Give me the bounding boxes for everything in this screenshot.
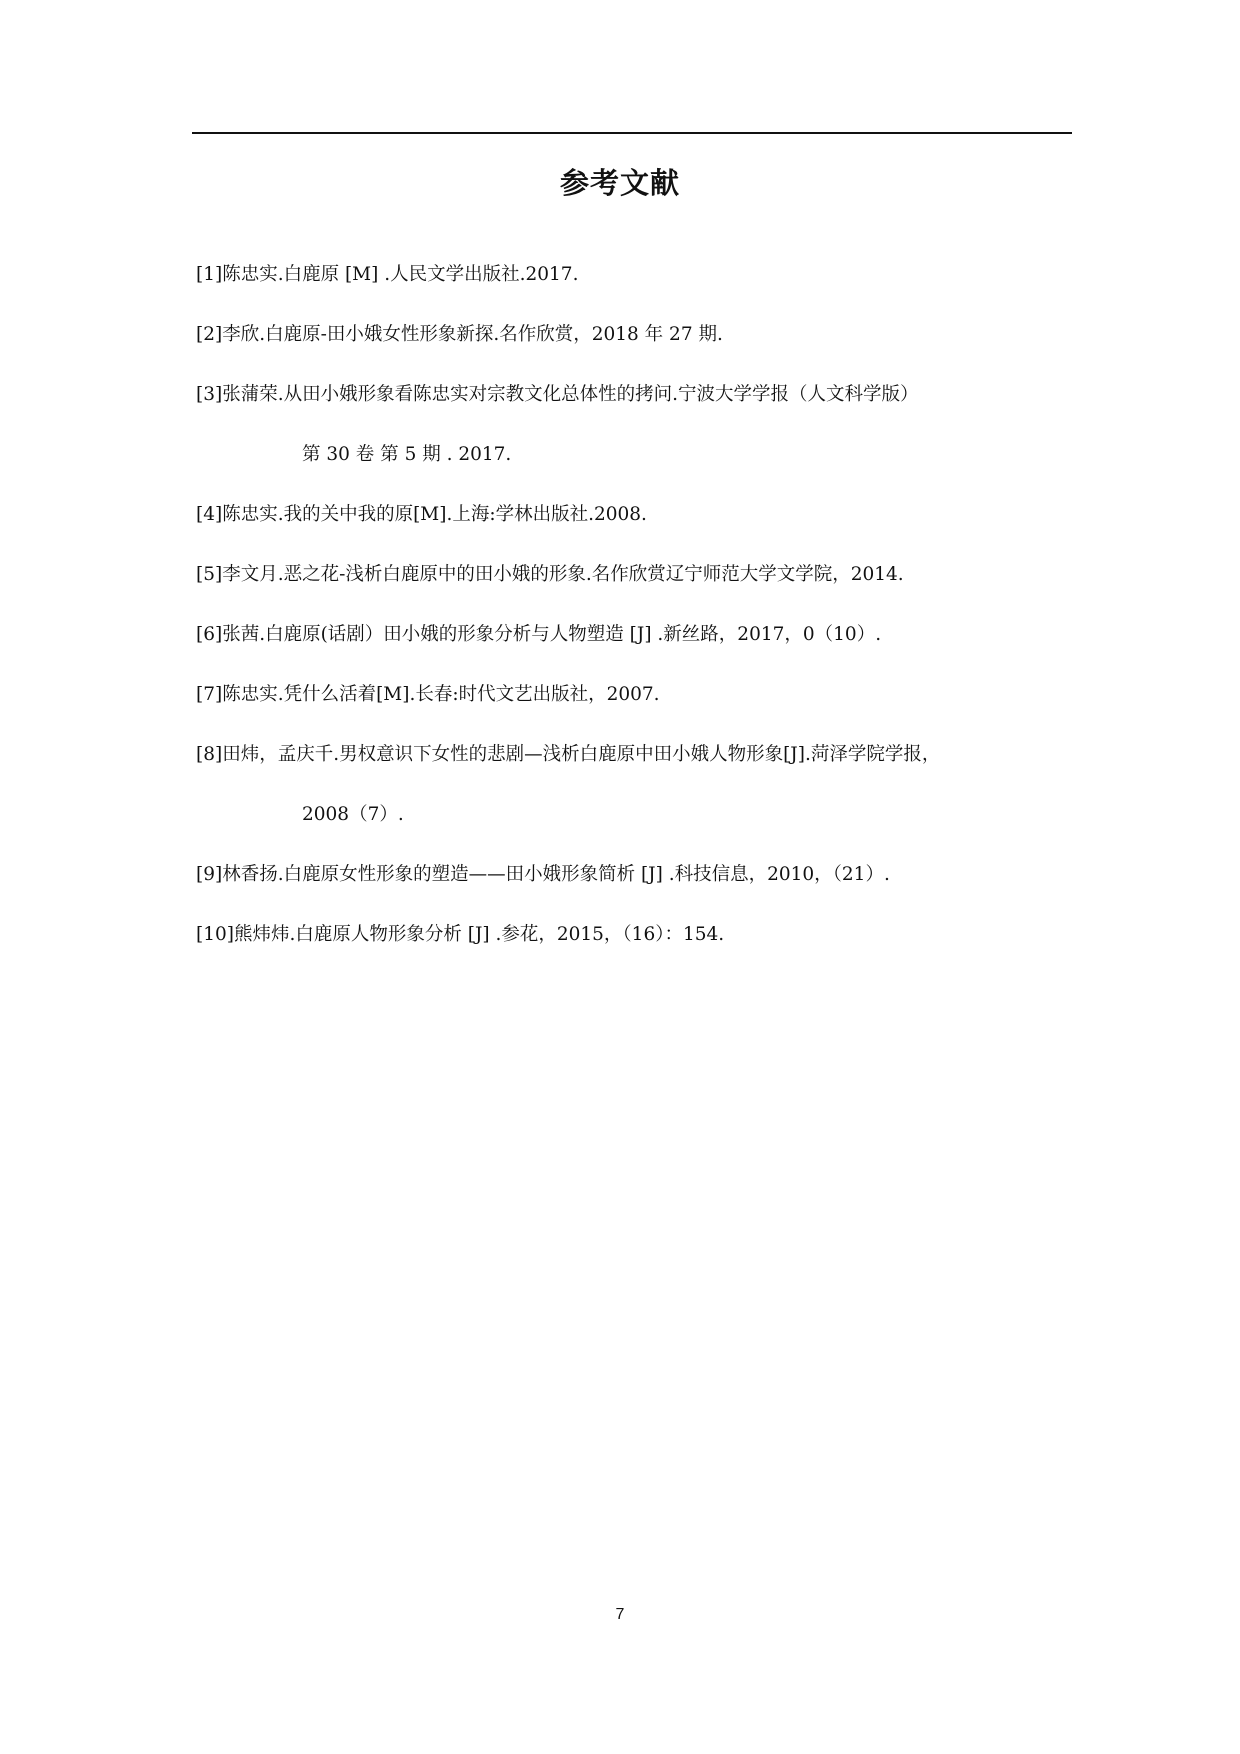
reference-text: [5]李文月.恶之花-浅析白鹿原中的田小娥的形象.名作欣赏辽宁师范大学文学院，2014.: [196, 564, 904, 585]
reference-item: [196, 500, 1076, 530]
reference-continuation: 第 30 卷 第 5 期 . 2017.: [302, 444, 512, 465]
reference-item: [196, 560, 1076, 590]
reference-item: [196, 860, 1076, 890]
reference-text: [6]张茜.白鹿原(话剧）田小娥的形象分析与人物塑造 [J] .新丝路，2017，0（10）.: [196, 624, 882, 645]
page-title: 参考文献: [559, 166, 680, 200]
page-number: 7: [615, 1606, 625, 1623]
reference-item: [196, 740, 1076, 830]
reference-item: [196, 620, 1076, 650]
reference-text: [9]林香扬.白鹿原女性形象的塑造——田小娥形象简析 [J] .科技信息，2010，（21）.: [196, 864, 890, 885]
reference-text: [7]陈忠实.凭什么活着[M].长春:时代文艺出版社，2007.: [196, 684, 660, 705]
reference-text: [1]陈忠实.白鹿原 [M] .人民文学出版社.2017.: [196, 264, 579, 285]
reference-item: [196, 380, 1076, 470]
reference-item: [196, 680, 1076, 710]
reference-list: [196, 260, 1076, 980]
reference-text: [2]李欣.白鹿原-田小娥女性形象新探.名作欣赏，2018 年 27 期.: [196, 324, 723, 345]
reference-item: [196, 320, 1076, 350]
header-rule: [192, 132, 1072, 134]
reference-text: [8]田炜，孟庆千.男权意识下女性的悲剧—浅析白鹿原中田小娥人物形象[J].菏泽学院学报，: [196, 744, 941, 765]
reference-text: [10]熊炜炜.白鹿原人物形象分析 [J] .参花，2015，（16）：154.: [196, 924, 725, 945]
reference-text: [3]张蒲荣.从田小娥形象看陈忠实对宗教文化总体性的拷问.宁波大学学报（人文科学版）: [196, 384, 919, 405]
reference-text: [4]陈忠实.我的关中我的原[M].上海:学林出版社.2008.: [196, 504, 647, 525]
reference-item: [196, 920, 1076, 950]
reference-item: [196, 260, 1076, 290]
reference-continuation: 2008（7）.: [302, 804, 404, 825]
